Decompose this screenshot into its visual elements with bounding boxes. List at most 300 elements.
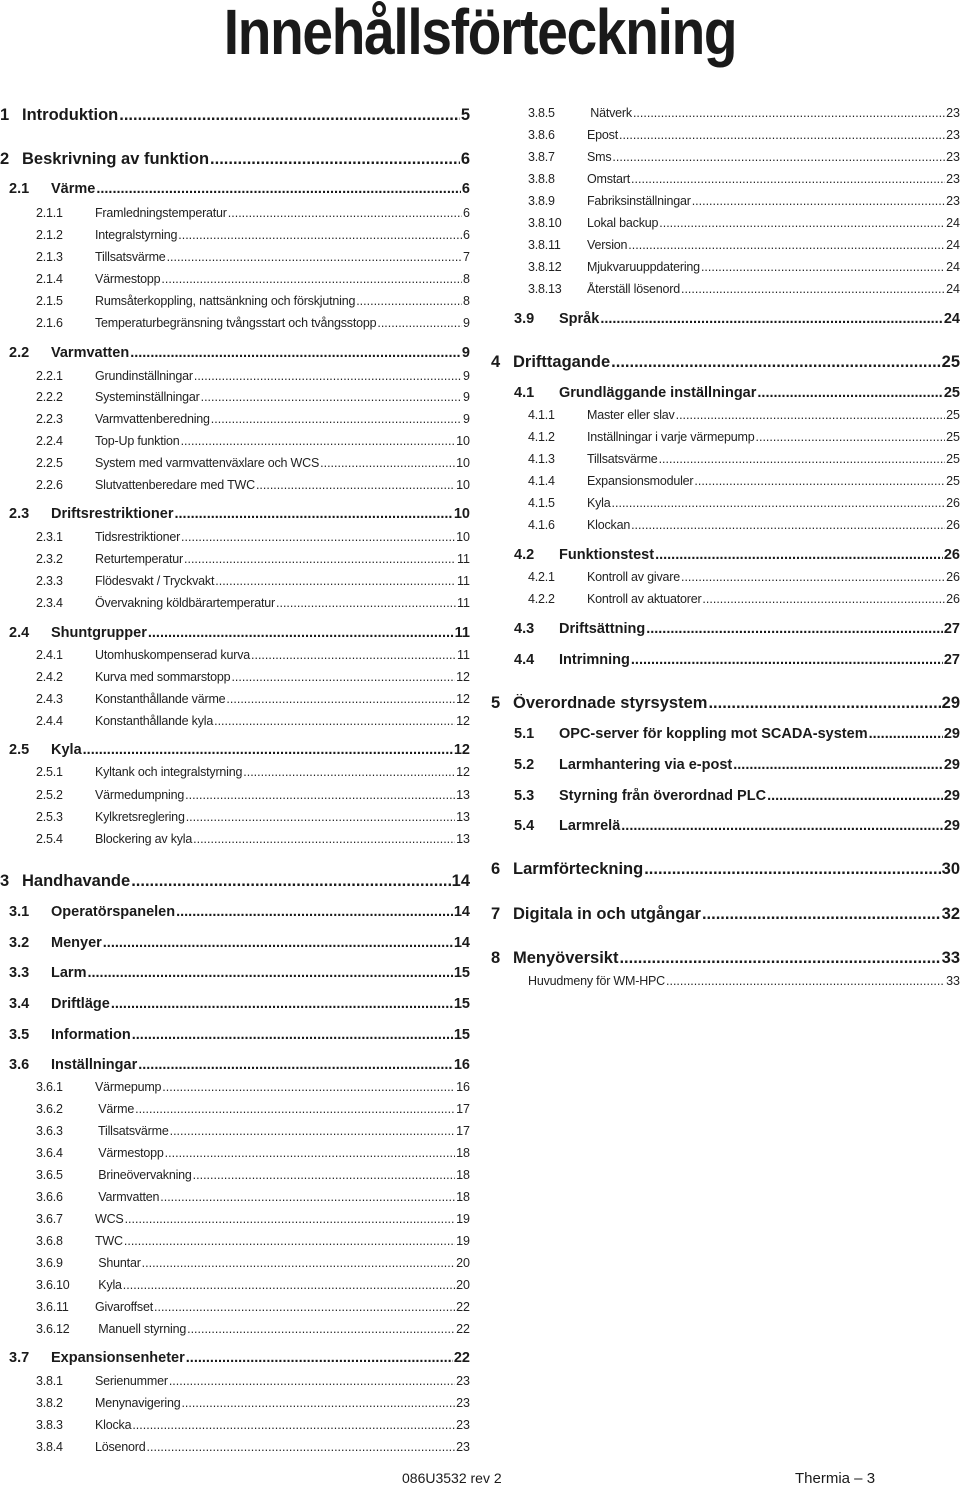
toc-entry-page: 27 [943,652,960,668]
toc-entry[interactable] [514,818,960,834]
toc-leader-dots [356,294,462,308]
toc-entry[interactable] [528,592,960,606]
toc-entry-number: 3.8.4 [36,1440,63,1455]
toc-entry[interactable] [514,726,960,742]
toc-entry[interactable] [9,965,470,981]
toc-entry-page: 9 [461,345,470,361]
toc-entry[interactable] [36,1440,470,1454]
toc-leader-dots [215,574,456,588]
toc-entry-title: Framledningstemperatur [95,206,227,221]
toc-entry-title: Digitala in och utgångar [513,904,701,923]
toc-entry-number: 3.8.8 [528,172,555,187]
toc-entry[interactable] [0,106,470,125]
toc-entry[interactable] [36,1234,470,1248]
toc-entry[interactable] [528,128,960,142]
toc-entry-number: 3.6.5 [36,1168,63,1183]
toc-entry-number: 3.8.13 [528,282,562,297]
toc-entry-title: Master eller slav [587,408,675,423]
toc-leader-dots [655,547,943,563]
toc-entry-title: Värme [95,1102,135,1117]
toc-entry[interactable] [36,1396,470,1410]
toc-entry-number: 2.2.1 [36,369,63,384]
toc-entry[interactable] [491,949,960,968]
toc-entry[interactable] [514,652,960,668]
toc-entry-page: 23 [946,128,960,143]
toc-entry-title: Intrimning [559,652,630,668]
toc-entry-page: 25 [943,385,960,401]
toc-entry-number: 4.2.1 [528,570,555,585]
toc-entry-page: 29 [943,726,960,742]
toc-leader-dots [377,316,462,330]
toc-entry-number: 2.1.3 [36,250,63,265]
toc-entry-page: 20 [456,1278,470,1293]
toc-leader-dots [631,518,945,532]
toc-entry-title: Funktionstest [559,547,655,563]
toc-entry-title: Larmhantering via e-post [559,757,733,773]
toc-entry-page: 24 [946,260,960,275]
toc-entry-title: System med varmvattenväxlare och WCS [95,456,320,471]
toc-leader-dots [181,1396,455,1410]
toc-leader-dots [125,1212,456,1226]
toc-leader-dots [131,872,450,891]
toc-entry-page: 11 [457,596,470,611]
toc-entry[interactable] [528,430,960,444]
toc-entry-title: Konstanthållande värme [95,692,226,707]
toc-entry[interactable] [36,250,470,264]
toc-entry-page: 22 [456,1300,470,1315]
toc-entry[interactable] [528,106,960,120]
toc-entry-number: 3.8.2 [36,1396,63,1411]
toc-leader-dots [132,1027,453,1043]
toc-entry-number: 5 [491,693,501,712]
toc-entry-number: 2.4.3 [36,692,63,707]
toc-leader-dots [162,1080,455,1094]
toc-entry-number: 4.1.1 [528,408,555,423]
toc-leader-dots [181,530,455,544]
toc-entry-number: 3.8.7 [528,150,555,165]
toc-entry-number: 2.4.1 [36,648,63,663]
toc-entry-page: 12 [456,670,470,685]
toc-leader-dots [619,128,945,142]
toc-entry-number: 2.5.2 [36,788,63,803]
toc-entry-page: 26 [946,518,960,533]
toc-entry-number: 3.5 [9,1027,30,1043]
toc-entry[interactable] [36,1124,470,1138]
toc-entry[interactable] [491,353,960,372]
toc-entry[interactable] [36,552,470,566]
toc-entry[interactable] [9,742,470,758]
toc-entry-number: 3.8.6 [528,128,555,143]
toc-entry[interactable] [514,621,960,637]
toc-leader-dots [185,788,455,802]
toc-entry-title: Larmförteckning [513,859,644,878]
toc-entry[interactable] [9,935,470,951]
toc-entry[interactable] [9,904,470,920]
toc-entry-page: 25 [946,452,960,467]
toc-leader-dots [174,506,452,522]
toc-entry-number: 2.1.6 [36,316,63,331]
toc-leader-dots [612,496,946,510]
toc-entry-number: 3.6 [9,1057,30,1073]
toc-entry[interactable] [528,452,960,466]
toc-entry-title: Kylkretsreglering [95,810,185,825]
toc-leader-dots [702,905,941,924]
toc-leader-dots [130,345,461,361]
toc-entry-page: 26 [943,547,960,563]
toc-entry-page: 6 [463,228,470,243]
toc-entry-number: 4.1.4 [528,474,555,489]
toc-entry-title: Fabriksinställningar [587,194,691,209]
toc-entry-title: Klockan [587,518,631,533]
toc-entry[interactable] [514,788,960,804]
toc-leader-dots [628,238,945,252]
toc-entry-page: 33 [946,974,960,989]
toc-entry[interactable] [491,905,960,924]
toc-entry[interactable] [528,570,960,584]
toc-entry-page: 25 [946,474,960,489]
toc-entry[interactable] [491,860,960,879]
toc-entry-number: 3.6.2 [36,1102,63,1117]
toc-entry[interactable] [36,648,470,662]
toc-entry-title: Utomhuskompenserad kurva [95,648,250,663]
toc-entry-title: Top-Up funktion [95,434,180,449]
toc-entry-title: Epost [587,128,618,143]
toc-entry[interactable] [514,311,960,327]
toc-entry[interactable] [528,150,960,164]
toc-entry[interactable] [36,1190,470,1204]
toc-entry-title: Övervakning köldbärartemperatur [95,596,276,611]
toc-entry-page: 10 [456,434,470,449]
toc-entry[interactable] [36,596,470,610]
toc-leader-dots [124,1234,455,1248]
toc-entry-number: 3.8.12 [528,260,562,275]
toc-entry-number: 2.2.4 [36,434,63,449]
toc-entry[interactable] [36,412,470,426]
toc-entry[interactable] [36,765,470,779]
toc-leader-dots [147,1440,456,1454]
toc-entry-number: 2.1.4 [36,272,63,287]
toc-entry-page: 17 [456,1102,470,1117]
toc-entry-page: 26 [946,592,960,607]
toc-entry-page: 23 [946,106,960,121]
toc-entry[interactable] [514,547,960,563]
toc-leader-dots [320,456,455,470]
toc-entry-page: 15 [453,996,470,1012]
toc-entry[interactable] [36,832,470,846]
toc-leader-dots [167,250,462,264]
toc-entry[interactable] [36,228,470,242]
toc-entry-page: 29 [941,693,960,712]
toc-entry[interactable] [36,1322,470,1336]
toc-entry-title: Information [51,1027,131,1043]
toc-entry[interactable] [36,316,470,330]
toc-leader-dots [228,206,462,220]
toc-entry-number: 3.6.8 [36,1234,63,1249]
toc-entry-page: 23 [946,172,960,187]
toc-entry[interactable] [9,181,470,197]
toc-entry-number: 3.6.3 [36,1124,63,1139]
toc-entry[interactable] [36,1256,470,1270]
toc-entry[interactable] [528,194,960,208]
toc-leader-dots [251,648,456,662]
toc-leader-dots [87,965,452,981]
toc-entry-page: 10 [456,478,470,493]
toc-entry-page: 29 [943,788,960,804]
toc-entry-number: 2.2.6 [36,478,63,493]
toc-leader-dots [184,552,456,566]
toc-entry-number: 2.3 [9,506,30,522]
toc-entry-number: 5.4 [514,818,535,834]
toc-entry-title: Värmedumpning [95,788,185,803]
toc-entry[interactable] [36,1080,470,1094]
toc-entry[interactable] [0,872,470,891]
toc-entry-page: 22 [456,1322,470,1337]
toc-entry-number: 5.1 [514,726,535,742]
toc-entry-title: OPC-server för koppling mot SCADA-system [559,726,868,742]
toc-leader-dots [701,260,945,274]
toc-entry-number: 2.5.1 [36,765,63,780]
toc-entry-title: Kurva med sommarstopp [95,670,231,685]
toc-leader-dots [176,904,453,920]
toc-entry-title: Blockering av kyla [95,832,193,847]
toc-entry-title: Återställ lösenord [587,282,680,297]
toc-entry[interactable] [528,260,960,274]
toc-entry[interactable] [36,1146,470,1160]
toc-entry-title: Menynavigering [95,1396,181,1411]
toc-entry-title: Larm [51,965,87,981]
toc-leader-dots [142,1256,455,1270]
toc-leader-dots [243,765,455,779]
toc-entry-title: Kyla [95,1278,122,1293]
toc-leader-dots [611,353,940,372]
toc-entry-title: Mjukvaruuppdatering [587,260,700,275]
toc-entry-title: Flödesvakt / Tryckvakt [95,574,215,589]
toc-entry[interactable] [528,408,960,422]
toc-entry-title: Grundläggande inställningar [559,385,757,401]
toc-entry-page: 9 [463,390,470,405]
toc-entry-number: 1 [0,105,10,124]
toc-entry[interactable] [528,974,960,988]
toc-entry-number: 2.2.2 [36,390,63,405]
toc-entry[interactable] [36,810,470,824]
toc-entry-number: 3.6.6 [36,1190,63,1205]
toc-entry[interactable] [36,390,470,404]
toc-entry-title: Drifttagande [513,352,611,371]
toc-entry-title: Kyla [51,742,82,758]
toc-entry-number: 2.4 [9,625,30,641]
toc-leader-dots [103,935,453,951]
toc-entry-number: 2.5 [9,742,30,758]
toc-entry[interactable] [514,757,960,773]
toc-entry-page: 14 [453,904,470,920]
toc-entry[interactable] [514,385,960,401]
toc-entry-title: Driftläge [51,996,110,1012]
toc-entry-page: 16 [453,1057,470,1073]
toc-entry[interactable] [36,434,470,448]
toc-entry-number: 3.6.7 [36,1212,63,1227]
toc-entry[interactable] [36,574,470,588]
toc-leader-dots [83,742,453,758]
toc-entry-number: 4.4 [514,652,535,668]
toc-leader-dots [619,949,940,968]
toc-entry[interactable] [36,369,470,383]
toc-entry[interactable] [491,694,960,713]
toc-entry-title: Serienummer [95,1374,168,1389]
toc-entry-title: Shuntar [95,1256,141,1271]
toc-entry-number: 3.8.5 [528,106,555,121]
toc-entry[interactable] [36,1102,470,1116]
toc-entry-title: Menyöversikt [513,948,619,967]
toc-leader-dots [702,592,945,606]
toc-entry-title: Kyla [587,496,611,511]
toc-entry-number: 3.4 [9,996,30,1012]
toc-entry[interactable] [36,670,470,684]
toc-entry-title: Brineövervakning [95,1168,192,1183]
toc-entry-title: Temperaturbegränsning tvångsstart och tvångsstopp [95,316,377,331]
toc-entry-title: Inställningar i varje värmepump [587,430,755,445]
toc-entry-title: Omstart [587,172,631,187]
toc-entry-number: 2.3.1 [36,530,63,545]
toc-entry[interactable] [9,345,470,361]
toc-leader-dots [178,228,462,242]
toc-entry-title: Klocka [95,1418,132,1433]
toc-entry-number: 2.1.5 [36,294,63,309]
toc-entry-page: 25 [946,430,960,445]
toc-entry-number: 3.8.11 [528,238,561,253]
toc-entry-page: 24 [946,238,960,253]
footer-brand: Thermia – 3 [795,1470,876,1487]
toc-entry[interactable] [36,530,470,544]
toc-entry-page: 23 [456,1396,470,1411]
toc-leader-dots [96,181,461,197]
toc-entry-page: 27 [943,621,960,637]
toc-entry-page: 6 [461,181,470,197]
toc-leader-dots [123,1278,455,1292]
toc-entry-number: 2.5.3 [36,810,63,825]
toc-entry[interactable] [528,474,960,488]
toc-entry-title: Tillsatsvärme [95,1124,169,1139]
toc-leader-dots [201,390,462,404]
toc-entry[interactable] [36,1168,470,1182]
document-code: 086U3532 rev 2 [402,1470,502,1486]
toc-entry-title: Tillsatsvärme [95,250,166,265]
toc-entry-number: 3.2 [9,935,30,951]
toc-entry[interactable] [36,788,470,802]
toc-entry-title: Lösenord [95,1440,146,1455]
toc-entry-number: 3.3 [9,965,30,981]
toc-entry[interactable] [528,282,960,296]
toc-entry-number: 2.2.5 [36,456,63,471]
toc-entry[interactable] [528,518,960,532]
toc-entry-page: 23 [946,150,960,165]
toc-entry[interactable] [36,1300,470,1314]
toc-entry-number: 8 [491,948,501,967]
toc-entry-page: 30 [941,859,960,878]
toc-entry-page: 19 [456,1212,470,1227]
toc-entry-title: Menyer [51,935,102,951]
toc-entry-title: Integralstyrning [95,228,178,243]
toc-entry-number: 4.2 [514,547,535,563]
toc-entry-title: Språk [559,311,600,327]
toc-leader-dots [644,860,940,879]
toc-entry[interactable] [528,216,960,230]
toc-leader-dots [733,757,943,773]
toc-leader-dots [757,385,942,401]
toc-entry-page: 18 [456,1190,470,1205]
toc-entry[interactable] [0,150,470,169]
toc-leader-dots [169,1374,455,1388]
toc-entry-page: 11 [454,625,470,641]
toc-entry-page: 23 [456,1418,470,1433]
toc-leader-dots [767,788,943,804]
toc-entry-title: Larmrelä [559,818,621,834]
toc-leader-dots [193,1168,455,1182]
toc-leader-dots [692,194,945,208]
toc-entry-number: 2 [0,149,10,168]
toc-entry-title: Värmestopp [95,1146,164,1161]
toc-entry-number: 4.3 [514,621,535,637]
toc-entry[interactable] [528,496,960,510]
toc-entry-number: 3.6.1 [36,1080,63,1095]
toc-entry[interactable] [9,996,470,1012]
toc-entry[interactable] [36,692,470,706]
toc-entry[interactable] [528,238,960,252]
toc-entry-page: 22 [453,1350,470,1366]
toc-entry[interactable] [9,625,470,641]
toc-entry-number: 3.8.9 [528,194,555,209]
toc-entry-page: 19 [456,1234,470,1249]
toc-entry-title: Varmvattenberedning [95,412,210,427]
toc-entry[interactable] [36,1374,470,1388]
toc-entry-page: 18 [456,1168,470,1183]
toc-entry[interactable] [9,1350,470,1366]
toc-entry-page: 12 [456,714,470,729]
toc-entry[interactable] [9,506,470,522]
toc-entry-number: 3.9 [514,311,535,327]
toc-entry-page: 11 [457,552,470,567]
toc-entry-title: WCS [95,1212,124,1227]
toc-entry[interactable] [36,1418,470,1432]
toc-entry[interactable] [36,1212,470,1226]
toc-entry-number: 3.6.11 [36,1300,69,1315]
toc-entry[interactable] [36,206,470,220]
toc-entry-number: 2.4.2 [36,670,63,685]
toc-leader-dots [708,694,940,713]
toc-entry-page: 8 [463,294,470,309]
toc-entry-number: 4.1.3 [528,452,555,467]
toc-entry-number: 5.2 [514,757,535,773]
toc-entry-number: 4.2.2 [528,592,555,607]
toc-entry-number: 2.1 [9,181,30,197]
toc-entry-page: 16 [456,1080,470,1095]
toc-entry-page: 10 [453,506,470,522]
toc-entry[interactable] [528,172,960,186]
toc-entry[interactable] [36,478,470,492]
toc-leader-dots [676,408,945,422]
toc-leader-dots [256,478,455,492]
toc-entry[interactable] [36,1278,470,1292]
toc-entry-number: 3.7 [9,1350,30,1366]
toc-entry[interactable] [9,1027,470,1043]
toc-entry[interactable] [9,1057,470,1073]
toc-entry-title: Tidsrestriktioner [95,530,181,545]
toc-entry[interactable] [36,272,470,286]
toc-entry[interactable] [36,714,470,728]
toc-entry[interactable] [36,294,470,308]
toc-entry-page: 12 [456,765,470,780]
toc-entry-title: Sms [587,150,612,165]
toc-entry[interactable] [36,456,470,470]
